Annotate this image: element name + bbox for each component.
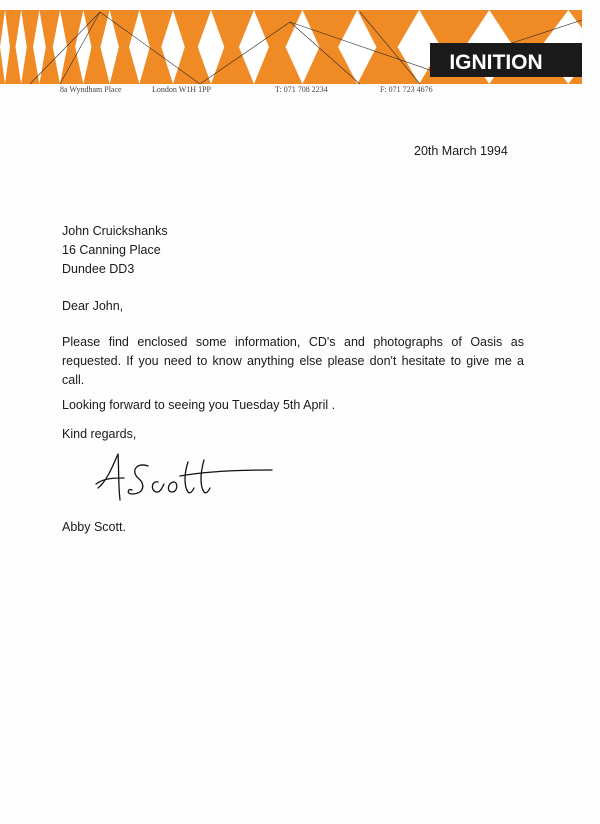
recipient-city: Dundee DD3 [62, 262, 135, 276]
handwritten-signature [92, 448, 282, 512]
address-city: London W1H 1PP [152, 85, 211, 94]
recipient-address [62, 222, 168, 279]
recipient-street: 16 Canning Place [62, 243, 161, 257]
diamond-pattern-banner [0, 10, 582, 84]
letterhead-banner [0, 10, 582, 84]
brand-logo: IGNITION [449, 51, 543, 74]
address-street: 8a Wyndham Place [60, 85, 122, 94]
letterhead-address-line [0, 85, 600, 99]
salutation: Dear John, [62, 299, 124, 313]
body-paragraph: Please find enclosed some information, CD's and photographs of Oasis as requested. If you need to know anything else please don't hesitate to give me a call. [62, 335, 524, 387]
recipient-name: John Cruickshanks [62, 224, 168, 238]
phone-number: T: 071 708 2234 [275, 85, 328, 94]
signer-name: Abby Scott. [62, 520, 126, 534]
fax-number: F: 071 723 4676 [380, 85, 433, 94]
closing: Kind regards, [62, 427, 137, 441]
body-paragraph: Looking forward to seeing you Tuesday 5th April . [62, 398, 336, 412]
letter-date: 20th March 1994 [414, 144, 508, 158]
